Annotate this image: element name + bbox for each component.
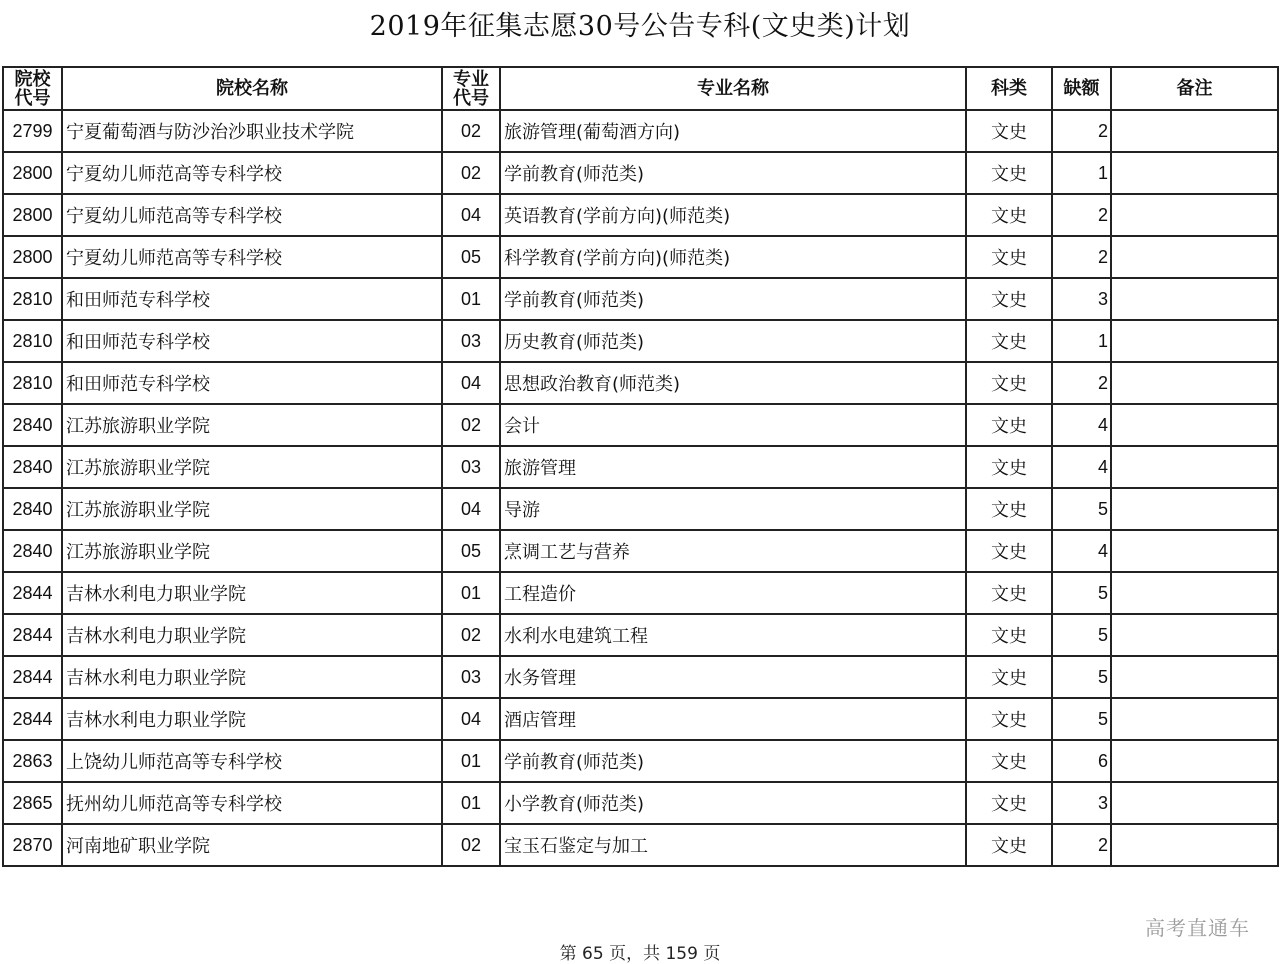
table-row <box>3 572 1278 614</box>
cell-category: 文史 <box>966 320 1052 362</box>
cell-school-name: 宁夏幼儿师范高等专科学校 <box>62 236 442 278</box>
table-body <box>3 110 1278 866</box>
table-header-row <box>3 67 1278 110</box>
cell-category: 文史 <box>966 782 1052 824</box>
cell-school-name: 吉林水利电力职业学院 <box>62 572 442 614</box>
plan-table <box>2 66 1279 867</box>
cell-category: 文史 <box>966 614 1052 656</box>
table-row <box>3 782 1278 824</box>
table-row <box>3 740 1278 782</box>
cell-category: 文史 <box>966 488 1052 530</box>
header-notes: 备注 <box>1111 67 1278 110</box>
cell-vacancies: 1 <box>1052 320 1111 362</box>
table-row <box>3 194 1278 236</box>
cell-notes <box>1111 194 1278 236</box>
cell-category: 文史 <box>966 656 1052 698</box>
cell-vacancies: 4 <box>1052 446 1111 488</box>
cell-school-name: 宁夏葡萄酒与防沙治沙职业技术学院 <box>62 110 442 152</box>
cell-vacancies: 2 <box>1052 110 1111 152</box>
cell-vacancies: 5 <box>1052 614 1111 656</box>
cell-notes <box>1111 824 1278 866</box>
table-row <box>3 488 1278 530</box>
cell-vacancies: 2 <box>1052 194 1111 236</box>
cell-major-name: 水利水电建筑工程 <box>500 614 966 656</box>
page-title: 2019年征集志愿30号公告专科(文史类)计划 <box>369 11 911 42</box>
cell-school-name: 江苏旅游职业学院 <box>62 488 442 530</box>
cell-school-name: 吉林水利电力职业学院 <box>62 656 442 698</box>
cell-notes <box>1111 278 1278 320</box>
cell-major-code: 02 <box>442 152 500 194</box>
cell-major-code: 02 <box>442 404 500 446</box>
cell-school-code: 2844 <box>3 698 62 740</box>
cell-notes <box>1111 614 1278 656</box>
table-row <box>3 236 1278 278</box>
cell-vacancies: 2 <box>1052 236 1111 278</box>
cell-category: 文史 <box>966 824 1052 866</box>
cell-major-code: 04 <box>442 698 500 740</box>
cell-major-code: 04 <box>442 362 500 404</box>
cell-category: 文史 <box>966 278 1052 320</box>
cell-vacancies: 2 <box>1052 362 1111 404</box>
cell-vacancies: 5 <box>1052 698 1111 740</box>
cell-school-code: 2810 <box>3 278 62 320</box>
cell-major-code: 02 <box>442 614 500 656</box>
cell-school-code: 2840 <box>3 404 62 446</box>
page-footer: 第 65 页，共 159 页 <box>559 944 721 964</box>
cell-vacancies: 5 <box>1052 656 1111 698</box>
cell-notes <box>1111 740 1278 782</box>
cell-major-code: 05 <box>442 530 500 572</box>
cell-school-code: 2799 <box>3 110 62 152</box>
table-row <box>3 110 1278 152</box>
cell-notes <box>1111 572 1278 614</box>
cell-major-name: 宝玉石鉴定与加工 <box>500 824 966 866</box>
cell-school-code: 2870 <box>3 824 62 866</box>
cell-school-name: 宁夏幼儿师范高等专科学校 <box>62 194 442 236</box>
table-row <box>3 698 1278 740</box>
cell-major-name: 工程造价 <box>500 572 966 614</box>
cell-major-name: 学前教育(师范类) <box>500 152 966 194</box>
cell-vacancies: 1 <box>1052 152 1111 194</box>
header-school-name: 院校名称 <box>62 67 442 110</box>
cell-major-name: 会计 <box>500 404 966 446</box>
header-school-code: 院校 代号 <box>3 67 62 110</box>
cell-major-code: 01 <box>442 782 500 824</box>
cell-major-name: 思想政治教育(师范类) <box>500 362 966 404</box>
cell-school-name: 抚州幼儿师范高等专科学校 <box>62 782 442 824</box>
cell-school-name: 和田师范专科学校 <box>62 320 442 362</box>
cell-school-name: 河南地矿职业学院 <box>62 824 442 866</box>
header-vacancies: 缺额 <box>1052 67 1111 110</box>
header-major-code: 专业 代号 <box>442 67 500 110</box>
cell-notes <box>1111 782 1278 824</box>
cell-category: 文史 <box>966 698 1052 740</box>
cell-school-name: 上饶幼儿师范高等专科学校 <box>62 740 442 782</box>
cell-school-code: 2810 <box>3 362 62 404</box>
cell-category: 文史 <box>966 404 1052 446</box>
cell-vacancies: 4 <box>1052 530 1111 572</box>
cell-major-code: 04 <box>442 194 500 236</box>
cell-major-name: 学前教育(师范类) <box>500 278 966 320</box>
cell-school-code: 2800 <box>3 236 62 278</box>
table-row <box>3 404 1278 446</box>
cell-notes <box>1111 446 1278 488</box>
table-row <box>3 614 1278 656</box>
cell-school-code: 2844 <box>3 656 62 698</box>
cell-major-name: 旅游管理 <box>500 446 966 488</box>
cell-major-name: 学前教育(师范类) <box>500 740 966 782</box>
cell-school-name: 吉林水利电力职业学院 <box>62 614 442 656</box>
cell-notes <box>1111 530 1278 572</box>
cell-school-name: 江苏旅游职业学院 <box>62 446 442 488</box>
cell-major-code: 01 <box>442 740 500 782</box>
cell-major-name: 旅游管理(葡萄酒方向) <box>500 110 966 152</box>
table-row <box>3 824 1278 866</box>
table-row <box>3 152 1278 194</box>
cell-school-code: 2810 <box>3 320 62 362</box>
table-row <box>3 530 1278 572</box>
cell-category: 文史 <box>966 446 1052 488</box>
cell-school-code: 2800 <box>3 152 62 194</box>
cell-school-code: 2863 <box>3 740 62 782</box>
cell-major-code: 03 <box>442 656 500 698</box>
table-row <box>3 446 1278 488</box>
cell-major-code: 04 <box>442 488 500 530</box>
cell-school-code: 2844 <box>3 614 62 656</box>
cell-category: 文史 <box>966 362 1052 404</box>
header-category: 科类 <box>966 67 1052 110</box>
cell-school-name: 江苏旅游职业学院 <box>62 404 442 446</box>
cell-vacancies: 3 <box>1052 278 1111 320</box>
cell-school-code: 2844 <box>3 572 62 614</box>
cell-category: 文史 <box>966 152 1052 194</box>
cell-category: 文史 <box>966 740 1052 782</box>
cell-major-code: 01 <box>442 572 500 614</box>
cell-vacancies: 5 <box>1052 572 1111 614</box>
cell-notes <box>1111 488 1278 530</box>
cell-major-name: 烹调工艺与营养 <box>500 530 966 572</box>
cell-category: 文史 <box>966 110 1052 152</box>
cell-notes <box>1111 362 1278 404</box>
cell-major-code: 01 <box>442 278 500 320</box>
cell-category: 文史 <box>966 236 1052 278</box>
cell-category: 文史 <box>966 194 1052 236</box>
cell-major-name: 小学教育(师范类) <box>500 782 966 824</box>
cell-major-name: 英语教育(学前方向)(师范类) <box>500 194 966 236</box>
cell-school-code: 2840 <box>3 488 62 530</box>
table-row <box>3 278 1278 320</box>
cell-major-name: 水务管理 <box>500 656 966 698</box>
cell-major-code: 02 <box>442 110 500 152</box>
cell-major-code: 03 <box>442 320 500 362</box>
cell-major-code: 02 <box>442 824 500 866</box>
cell-major-code: 03 <box>442 446 500 488</box>
cell-vacancies: 6 <box>1052 740 1111 782</box>
cell-category: 文史 <box>966 572 1052 614</box>
header-major-name: 专业名称 <box>500 67 966 110</box>
cell-school-name: 宁夏幼儿师范高等专科学校 <box>62 152 442 194</box>
cell-vacancies: 4 <box>1052 404 1111 446</box>
cell-major-code: 05 <box>442 236 500 278</box>
cell-notes <box>1111 110 1278 152</box>
cell-notes <box>1111 404 1278 446</box>
cell-major-name: 导游 <box>500 488 966 530</box>
watermark-text: 高考直通车 <box>1145 916 1250 940</box>
cell-category: 文史 <box>966 530 1052 572</box>
cell-school-name: 江苏旅游职业学院 <box>62 530 442 572</box>
cell-major-name: 历史教育(师范类) <box>500 320 966 362</box>
cell-notes <box>1111 698 1278 740</box>
cell-notes <box>1111 656 1278 698</box>
cell-vacancies: 3 <box>1052 782 1111 824</box>
cell-school-code: 2840 <box>3 530 62 572</box>
cell-school-code: 2840 <box>3 446 62 488</box>
cell-notes <box>1111 236 1278 278</box>
table-row <box>3 656 1278 698</box>
cell-major-name: 科学教育(学前方向)(师范类) <box>500 236 966 278</box>
cell-school-code: 2865 <box>3 782 62 824</box>
table-row <box>3 362 1278 404</box>
cell-vacancies: 2 <box>1052 824 1111 866</box>
cell-school-name: 和田师范专科学校 <box>62 278 442 320</box>
cell-school-code: 2800 <box>3 194 62 236</box>
cell-notes <box>1111 320 1278 362</box>
cell-school-name: 吉林水利电力职业学院 <box>62 698 442 740</box>
cell-school-name: 和田师范专科学校 <box>62 362 442 404</box>
table-row <box>3 320 1278 362</box>
cell-major-name: 酒店管理 <box>500 698 966 740</box>
cell-notes <box>1111 152 1278 194</box>
cell-vacancies: 5 <box>1052 488 1111 530</box>
